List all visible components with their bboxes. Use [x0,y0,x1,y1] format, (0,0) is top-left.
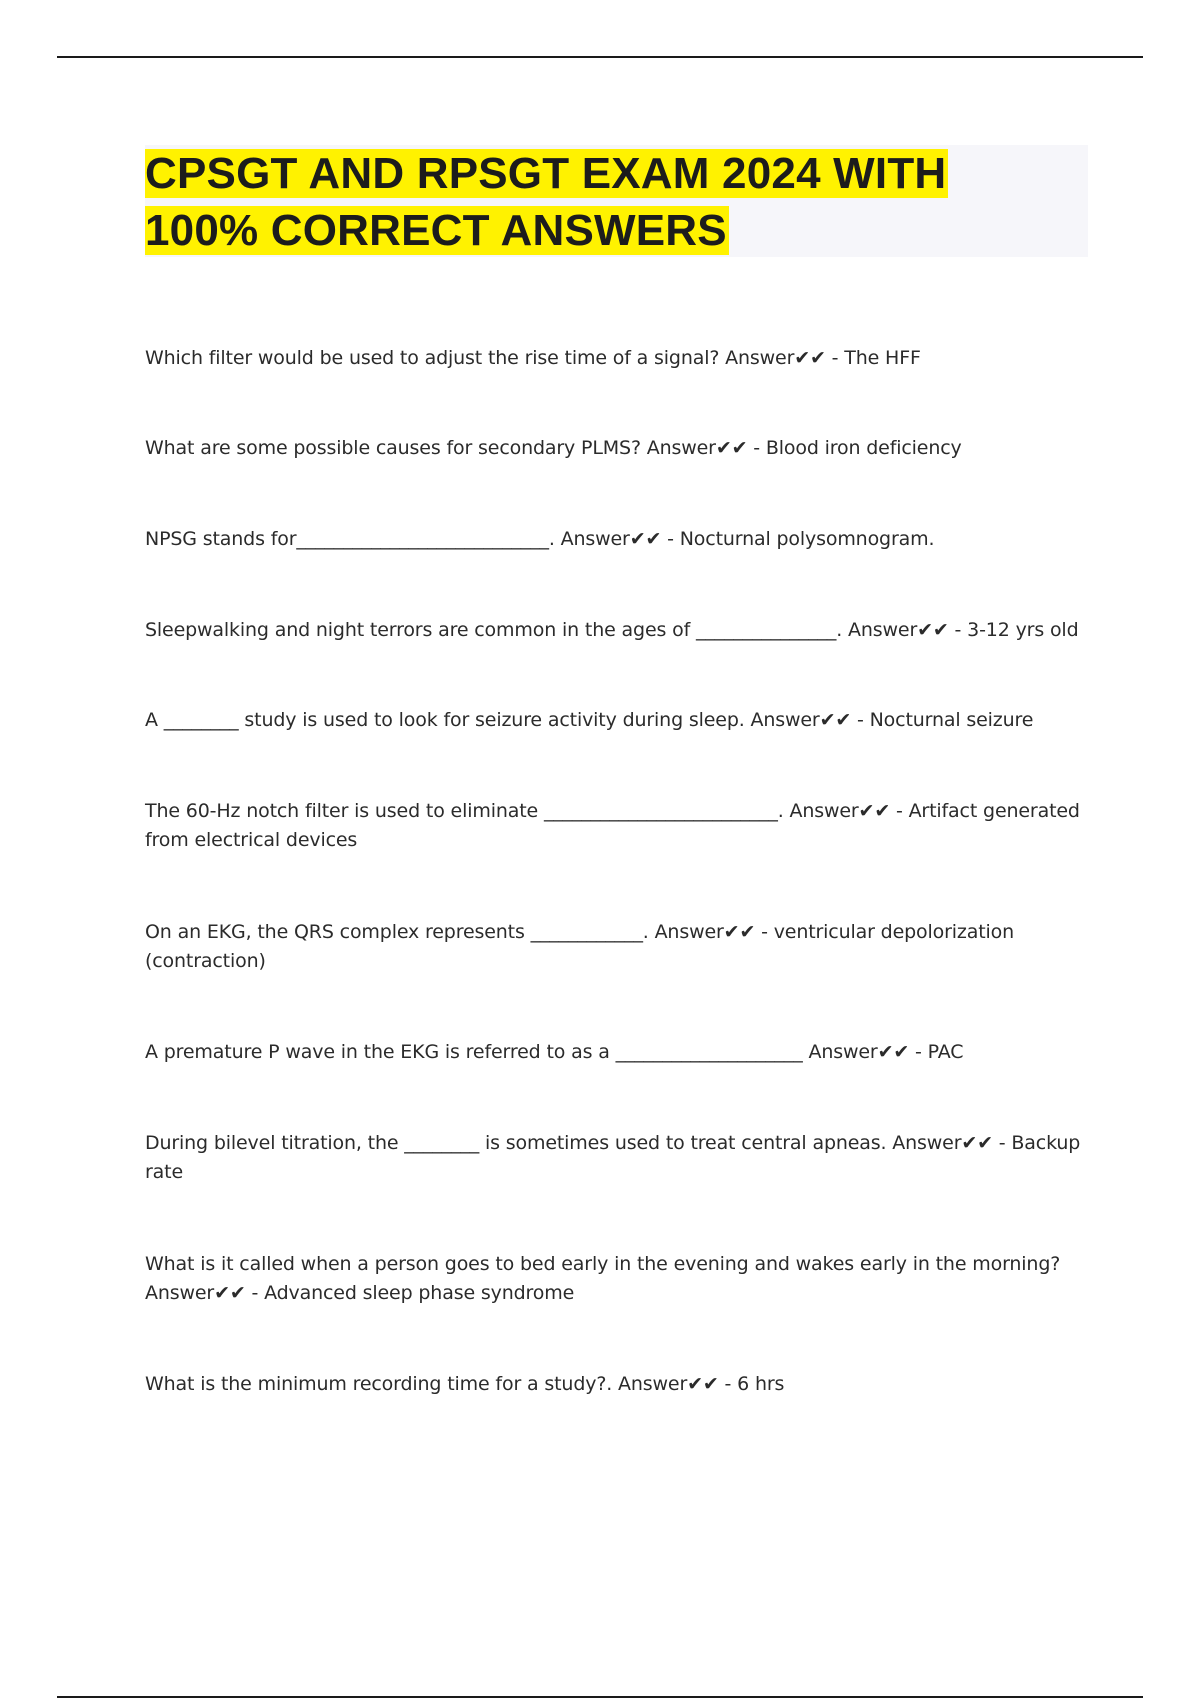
title-line-1: CPSGT AND RPSGT EXAM 2024 WITH [145,149,947,198]
question-item: Which filter would be used to adjust the rise time of a signal? Answer✔✔ - The HFF [145,347,921,369]
question-item: A ________ study is used to look for seizure activity during sleep. Answer✔✔ - Nocturnal seizure [145,709,1034,731]
title-line-2: 100% CORRECT ANSWERS [145,206,727,255]
question-item: During bilevel titration, the ________ is sometimes used to treat central apneas. Answer✔✔ - Backup rate [145,1132,1081,1183]
title-block [145,145,1088,257]
question-item: The 60-Hz notch filter is used to eliminate _________________________. Answer✔✔ - Artifact generated from electrical devices [145,800,1080,851]
question-item: What is it called when a person goes to bed early in the evening and wakes early in the morning? Answer✔✔ - Advanced sleep phase syndrome [145,1253,1061,1304]
bottom-rule [57,1696,1143,1698]
question-item: On an EKG, the QRS complex represents ____________. Answer✔✔ - ventricular depolorization (contraction) [145,921,1015,972]
top-rule [57,56,1143,58]
question-item: Sleepwalking and night terrors are common in the ages of _______________. Answer✔✔ - 3-12 yrs old [145,619,1079,641]
question-item: A premature P wave in the EKG is referred to as a ____________________ Answer✔✔ - PAC [145,1041,964,1063]
question-item: What are some possible causes for secondary PLMS? Answer✔✔ - Blood iron deficiency [145,437,962,459]
question-item: NPSG stands for___________________________. Answer✔✔ - Nocturnal polysomnogram. [145,528,935,550]
document-title [145,145,1088,259]
question-item: What is the minimum recording time for a study?. Answer✔✔ - 6 hrs [145,1373,785,1395]
